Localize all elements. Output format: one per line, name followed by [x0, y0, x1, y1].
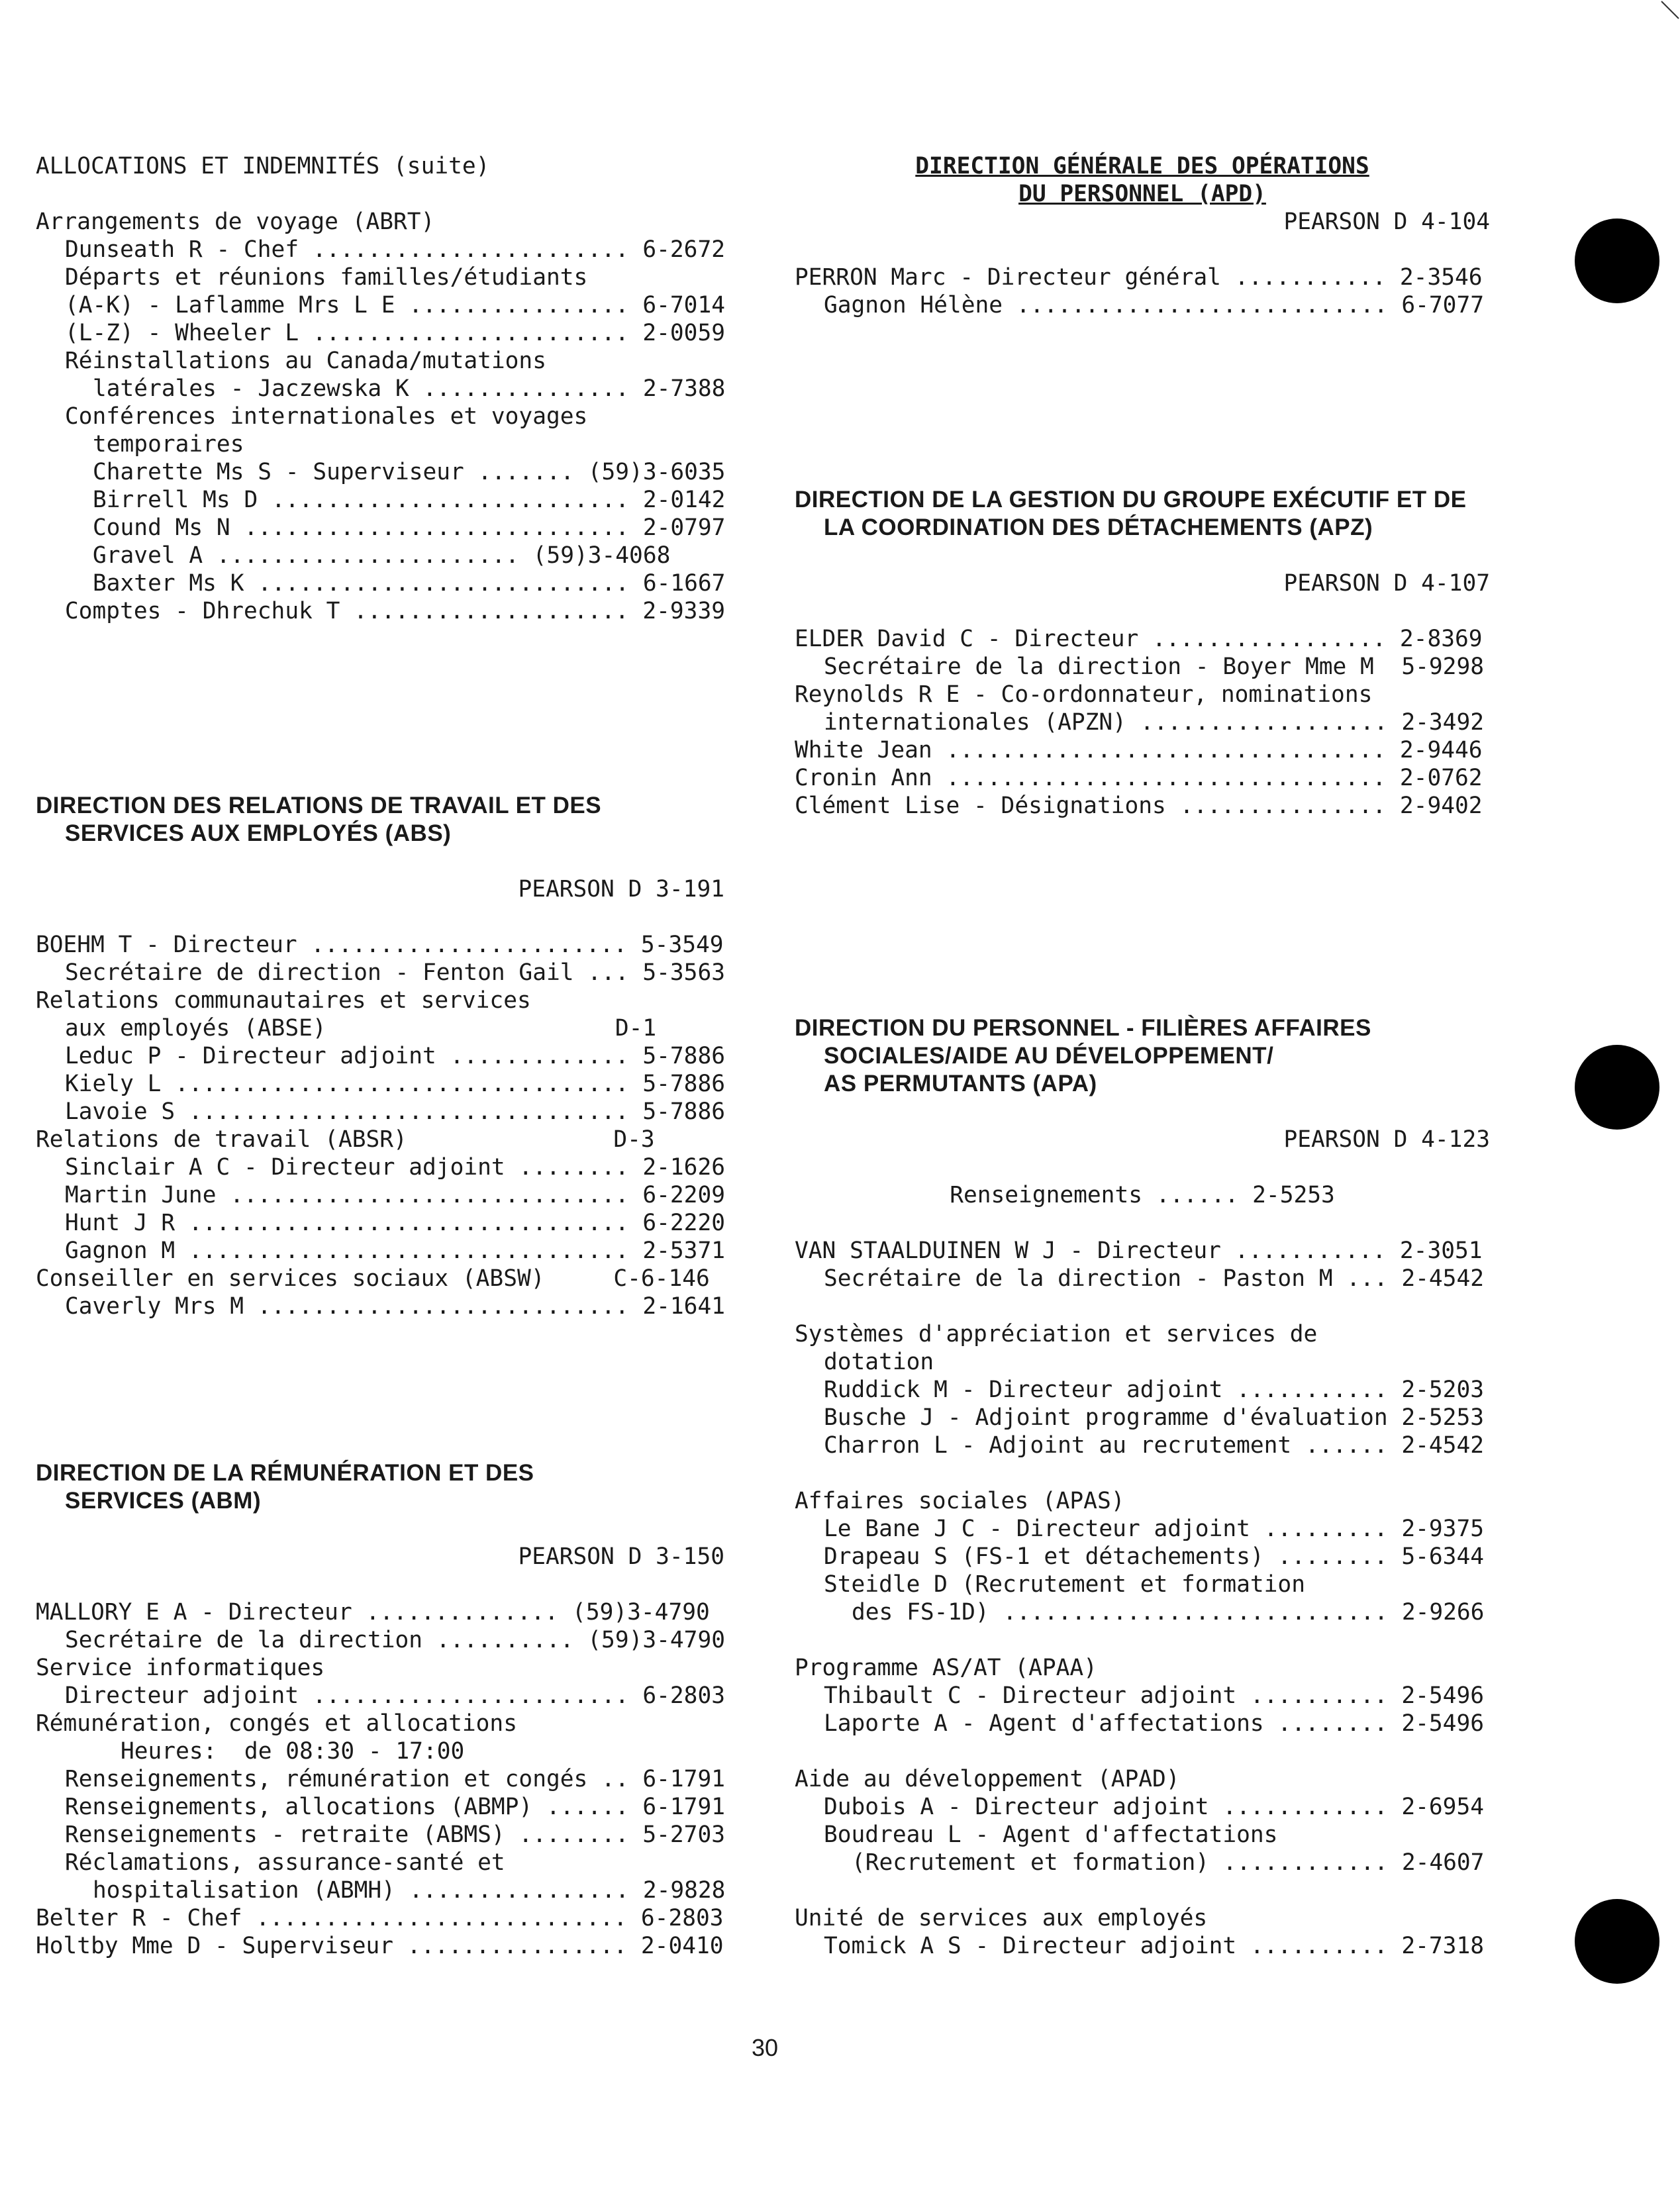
spacer [795, 597, 1490, 625]
directory-line: Aide au développement (APAD) [795, 1766, 1180, 1792]
section-heading: DIRECTION DE LA RÉMUNÉRATION ET DES [36, 1460, 534, 1486]
directory-line: Secrétaire de direction - Fenton Gail ... 5-3563 [65, 959, 725, 986]
spacer [795, 875, 1490, 903]
spacer [795, 347, 1490, 375]
directory-line: Drapeau S (FS-1 et détachements) ........ 5-6344 [824, 1543, 1484, 1570]
directory-line: hospitalisation (ABMH) ................ 2-9828 [93, 1877, 726, 1904]
directory-line: Gagnon M ................................ 2-5371 [65, 1238, 725, 1264]
directory-line: Unité de services aux employés [795, 1905, 1208, 1931]
directory-line: Charette Ms S - Superviseur ....... (59)3-6035 [93, 459, 726, 485]
section-heading: DU PERSONNEL (APD) [1018, 181, 1266, 207]
directory-line: Réclamations, assurance-santé et [65, 1849, 505, 1876]
directory-line: Conférences internationales et voyages [65, 403, 588, 430]
directory-line: Hunt J R ................................ 6-2220 [65, 1210, 725, 1236]
directory-line: Relations de travail (ABSR) D-3 [36, 1126, 655, 1153]
spacer [795, 1626, 1490, 1654]
directory-line: ELDER David C - Directeur ................. 2-8369 [795, 626, 1483, 652]
directory-line: Relations communautaires et services [36, 987, 531, 1014]
directory-line: Affaires sociales (APAS) [795, 1488, 1125, 1514]
section-heading: DIRECTION DU PERSONNEL - FILIÈRES AFFAIRES [795, 1015, 1371, 1041]
spacer [795, 430, 1490, 458]
directory-line: PEARSON D 4-107 [1283, 570, 1490, 597]
directory-line: Cronin Ann ................................ 2-0762 [795, 765, 1483, 791]
spacer [795, 903, 1490, 931]
spacer [36, 708, 724, 736]
directory-line: Baxter Ms K ........................... 6-1667 [93, 570, 726, 597]
section-heading: DIRECTION DES RELATIONS DE TRAVAIL ET DES [36, 793, 602, 818]
directory-line: Reynolds R E - Co-ordonnateur, nominations [795, 681, 1373, 708]
spacer [36, 1432, 724, 1459]
directory-line: Caverly Mrs M ........................... 2-1641 [65, 1293, 725, 1320]
section-heading: DIRECTION DE LA GESTION DU GROUPE EXÉCUTIF ET DE [795, 487, 1467, 512]
directory-line: Réinstallations au Canada/mutations [65, 348, 546, 374]
directory-line: Secrétaire de la direction .......... (59)3-4790 [65, 1627, 725, 1653]
directory-line: internationales (APZN) .................. 2-3492 [824, 709, 1484, 736]
directory-line: Renseignements, rémunération et congés .. 6-1791 [65, 1766, 725, 1792]
directory-line: Comptes - Dhrechuk T .................... 2-9339 [65, 598, 725, 624]
directory-line: White Jean ................................ 2-9446 [795, 737, 1483, 763]
binder-hole-bottom [1575, 1899, 1659, 1984]
page-number: 30 [752, 2034, 779, 2061]
directory-line: Cound Ms N ............................ 2-0797 [93, 514, 726, 541]
directory-line: Systèmes d'appréciation et services de [795, 1321, 1318, 1347]
spacer [795, 1737, 1490, 1765]
spacer [36, 903, 724, 931]
directory-line: Holtby Mme D - Superviseur ................ 2-0410 [36, 1933, 724, 1959]
directory-line: Départs et réunions familles/étudiants [65, 264, 588, 291]
directory-line: PERRON Marc - Directeur général ........... 2-3546 [795, 264, 1483, 291]
spacer [795, 542, 1490, 569]
spacer [36, 1348, 724, 1376]
spacer [36, 625, 724, 653]
directory-line: Thibault C - Directeur adjoint .......... 2-5496 [824, 1682, 1484, 1709]
spacer [795, 1209, 1490, 1237]
left-column [36, 152, 724, 1960]
page-corner-mark [1660, 0, 1680, 20]
directory-line: Gagnon Hélène ........................... 6-7077 [824, 292, 1484, 318]
spacer [36, 764, 724, 792]
right-column [795, 152, 1490, 1960]
binder-hole-top [1575, 219, 1659, 303]
spacer [36, 1376, 724, 1404]
directory-line: des FS-1D) ............................ 2-9266 [852, 1599, 1485, 1626]
directory-line: Busche J - Adjoint programme d'évaluation 2-5253 [824, 1404, 1484, 1431]
directory-line: Secrétaire de la direction - Boyer Mme M 5-9298 [824, 654, 1484, 680]
directory-line: Clément Lise - Désignations ............... 2-9402 [795, 793, 1483, 819]
directory-line: Tomick A S - Directeur adjoint .......... 2-7318 [824, 1933, 1484, 1959]
spacer [795, 987, 1490, 1014]
directory-line: Secrétaire de la direction - Paston M ... 2-4542 [824, 1265, 1484, 1292]
spacer [795, 931, 1490, 959]
binder-hole-middle [1575, 1045, 1659, 1130]
spacer [795, 959, 1490, 987]
directory-line: PEARSON D 4-104 [1283, 209, 1490, 235]
directory-line: Ruddick M - Directeur adjoint ........... 2-5203 [824, 1377, 1484, 1403]
directory-line: Conseiller en services sociaux (ABSW) C-6-146 [36, 1265, 710, 1292]
section-heading: SERVICES (ABM) [65, 1488, 262, 1514]
section-heading: SERVICES AUX EMPLOYÉS (ABS) [65, 820, 452, 846]
directory-line: Lavoie S ................................ 5-7886 [65, 1098, 725, 1125]
spacer [795, 319, 1490, 347]
directory-line: Kiely L ................................. 5-7886 [65, 1071, 725, 1097]
directory-line: (L-Z) - Wheeler L ....................... 2-0059 [65, 320, 725, 346]
spacer [795, 236, 1490, 264]
spacer [36, 848, 724, 875]
directory-line: Renseignements, allocations (ABMP) ...... 6-1791 [65, 1794, 725, 1820]
directory-line: Arrangements de voyage (ABRT) [36, 209, 435, 235]
directory-line: Dubois A - Directeur adjoint ............ 2-6954 [824, 1794, 1484, 1820]
directory-line: BOEHM T - Directeur ....................... 5-3549 [36, 932, 724, 958]
directory-line: (A-K) - Laflamme Mrs L E ................ 6-7014 [65, 292, 725, 318]
directory-line: Sinclair A C - Directeur adjoint ........ 2-1626 [65, 1154, 725, 1181]
directory-line: Service informatiques [36, 1655, 325, 1681]
directory-line: Laporte A - Agent d'affectations ........ 2-5496 [824, 1710, 1484, 1737]
spacer [795, 403, 1490, 430]
section-heading: DIRECTION GÉNÉRALE DES OPÉRATIONS [915, 153, 1369, 179]
directory-line: PEARSON D 3-150 [518, 1543, 724, 1570]
directory-line: Renseignements ...... 2-5253 [950, 1182, 1335, 1208]
directory-line: ALLOCATIONS ET INDEMNITÉS (suite) [36, 153, 490, 179]
directory-line: Directeur adjoint ....................... 6-2803 [65, 1682, 725, 1709]
spacer [795, 1153, 1490, 1181]
directory-line: VAN STAALDUINEN W J - Directeur ........... 2-3051 [795, 1238, 1483, 1264]
directory-line: Leduc P - Directeur adjoint ............. 5-7886 [65, 1043, 725, 1069]
spacer [795, 458, 1490, 486]
directory-line: Steidle D (Recrutement et formation [824, 1571, 1305, 1598]
spacer [36, 180, 724, 208]
section-heading: AS PERMUTANTS (APA) [824, 1071, 1097, 1096]
directory-line: MALLORY E A - Directeur .............. (59)3-4790 [36, 1599, 710, 1626]
directory-line: Renseignements - retraite (ABMS) ........ 5-2703 [65, 1822, 725, 1848]
directory-line: Le Bane J C - Directeur adjoint ......... 2-9375 [824, 1516, 1484, 1542]
directory-line: Dunseath R - Chef ....................... 6-2672 [65, 236, 725, 263]
directory-line: latérales - Jaczewska K ............... 2-7388 [93, 375, 726, 402]
directory-line: Heures: de 08:30 - 17:00 [121, 1738, 465, 1765]
spacer [795, 1876, 1490, 1904]
spacer [36, 1571, 724, 1598]
directory-line: aux employés (ABSE) D-1 [65, 1015, 657, 1042]
directory-line: PEARSON D 4-123 [1283, 1126, 1490, 1153]
directory-line: (Recrutement et formation) ............ 2-4607 [852, 1849, 1485, 1876]
spacer [795, 848, 1490, 875]
directory-line: Birrell Ms D .......................... 2-0142 [93, 487, 726, 513]
spacer [36, 736, 724, 764]
spacer [36, 1320, 724, 1348]
directory-line: PEARSON D 3-191 [518, 876, 724, 902]
directory-line: dotation [824, 1349, 934, 1375]
directory-line: Charron L - Adjoint au recrutement ...... 2-4542 [824, 1432, 1484, 1459]
directory-line: Belter R - Chef ........................... 6-2803 [36, 1905, 724, 1931]
directory-line: Boudreau L - Agent d'affectations [824, 1822, 1278, 1848]
directory-line: Martin June ............................. 6-2209 [65, 1182, 725, 1208]
spacer [795, 375, 1490, 403]
directory-line: Programme AS/AT (APAA) [795, 1655, 1097, 1681]
section-heading: SOCIALES/AIDE AU DÉVELOPPEMENT/ [824, 1043, 1274, 1069]
directory-line: temporaires [93, 431, 244, 458]
directory-line: Gravel A ...................... (59)3-4068 [93, 542, 671, 569]
spacer [795, 1098, 1490, 1126]
directory-line: Rémunération, congés et allocations [36, 1710, 517, 1737]
section-heading: LA COORDINATION DES DÉTACHEMENTS (APZ) [824, 514, 1373, 540]
spacer [795, 820, 1490, 848]
spacer [795, 1459, 1490, 1487]
spacer [36, 681, 724, 708]
spacer [795, 1292, 1490, 1320]
spacer [36, 1515, 724, 1543]
spacer [36, 653, 724, 681]
spacer [36, 1404, 724, 1432]
